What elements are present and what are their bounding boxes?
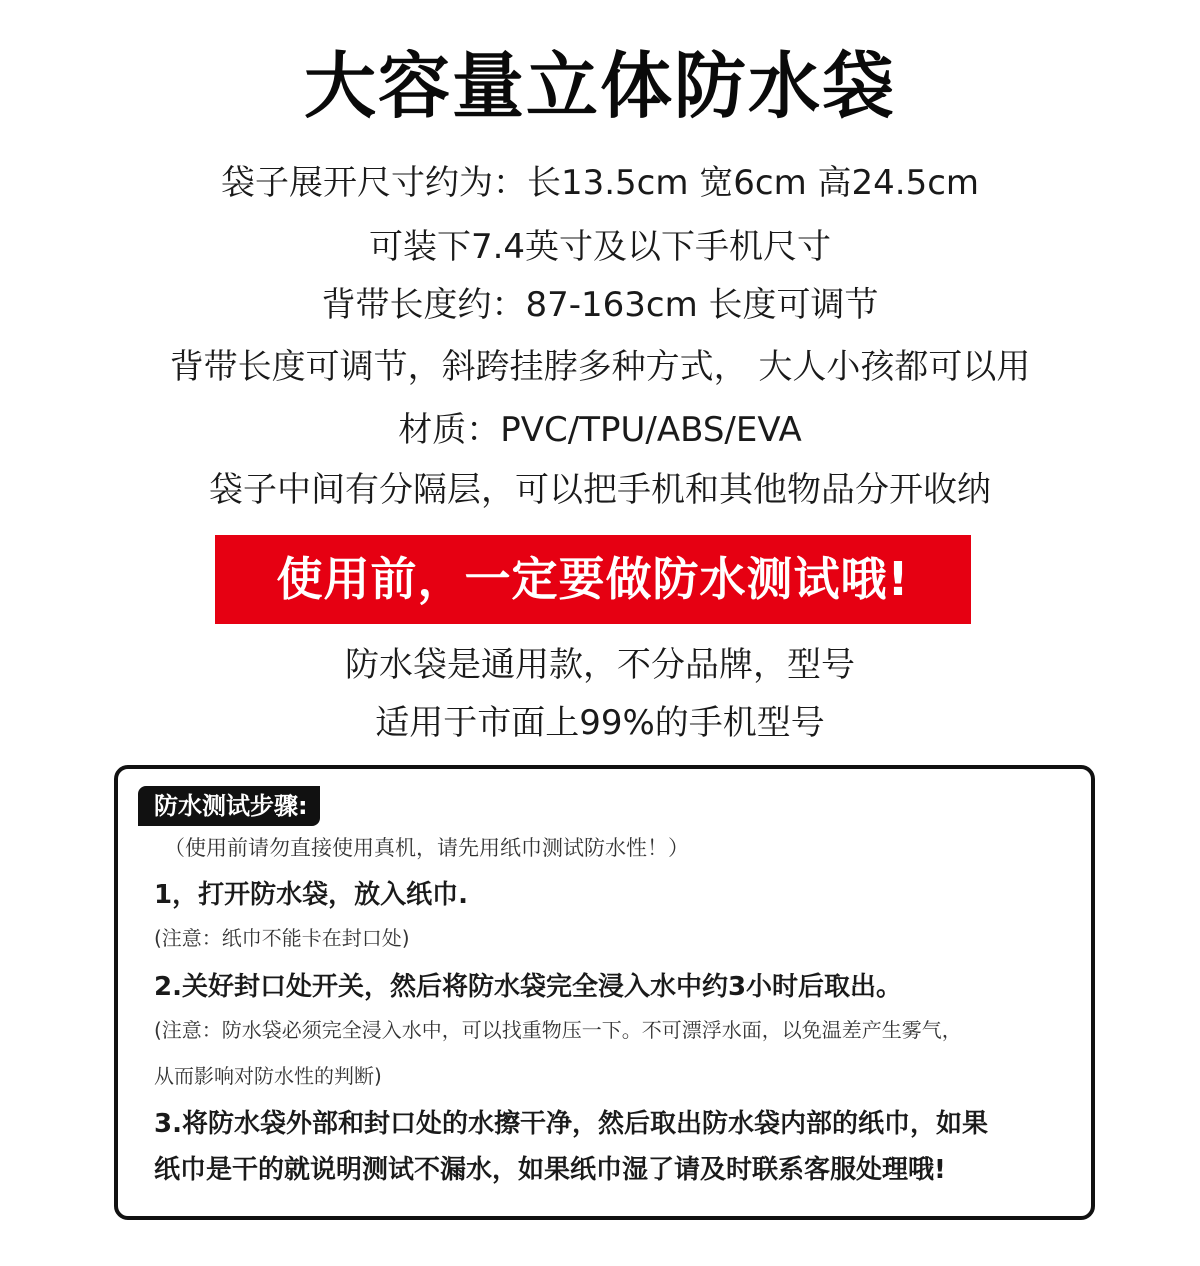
- test-note-2-line-2: 从而影响对防水性的判断): [154, 1064, 382, 1088]
- strap-length-spec: 背带长度约：87-163cm 长度可调节: [321, 285, 879, 325]
- test-step-3-line-1: 3.将防水袋外部和封口处的水擦干净，然后取出防水袋内部的纸巾，如果: [154, 1109, 988, 1139]
- test-step-2: 2.关好封口处开关，然后将防水袋完全浸入水中约3小时后取出。: [154, 972, 903, 1002]
- test-steps-header: 防水测试步骤:: [138, 786, 320, 826]
- usage-spec: 背带长度可调节，斜跨挂脖多种方式， 大人小孩都可以用: [169, 347, 1031, 387]
- test-steps-box: [114, 765, 1095, 1220]
- test-step-3-line-2: 纸巾是干的就说明测试不漏水，如果纸巾湿了请及时联系客服处理哦!: [154, 1155, 946, 1185]
- test-note-2-line-1: (注意：防水袋必须完全浸入水中，可以找重物压一下。不可漂浮水面，以免温差产生雾气，: [154, 1018, 962, 1042]
- compat-line-2: 适用于市面上99%的手机型号: [375, 703, 825, 743]
- size-spec: 袋子展开尺寸约为：长13.5cm 宽6cm 高24.5cm: [220, 163, 980, 203]
- test-intro: （使用前请勿直接使用真机，请先用纸巾测试防水性！）: [164, 836, 689, 860]
- page-title: 大容量立体防水袋: [303, 44, 896, 128]
- test-note-1: (注意：纸巾不能卡在封口处): [154, 926, 410, 950]
- waterproof-test-banner: 使用前，一定要做防水测试哦!: [215, 535, 971, 624]
- phone-fit-spec: 可装下7.4英寸及以下手机尺寸: [368, 227, 832, 267]
- compat-line-1: 防水袋是通用款，不分品牌，型号: [345, 645, 855, 685]
- test-step-1: 1，打开防水袋，放入纸巾.: [154, 880, 468, 910]
- material-spec: 材质：PVC/TPU/ABS/EVA: [398, 410, 802, 450]
- divider-layer-spec: 袋子中间有分隔层，可以把手机和其他物品分开收纳: [209, 470, 991, 510]
